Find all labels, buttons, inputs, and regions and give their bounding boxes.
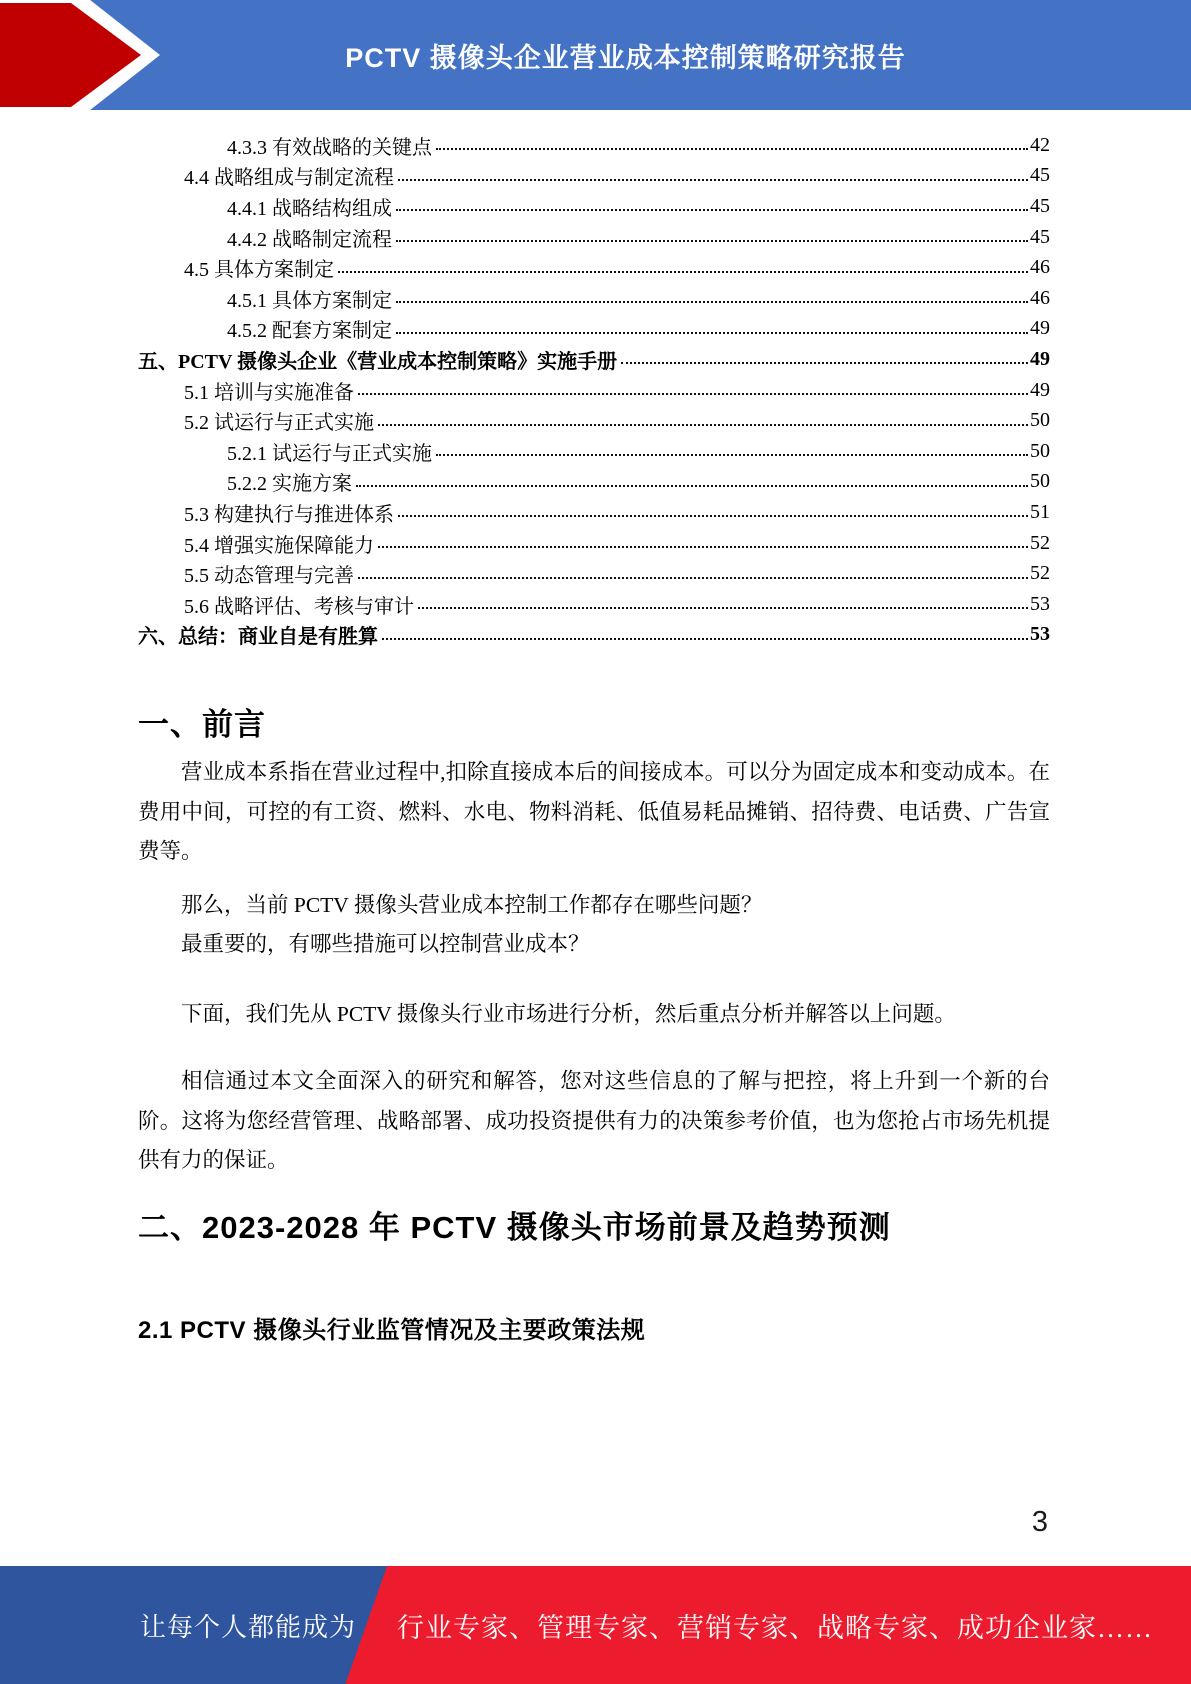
toc-entry[interactable] — [138, 528, 1050, 559]
toc-leader-dots — [396, 301, 1028, 303]
toc-leader-dots — [378, 546, 1028, 548]
toc-entry-label: 4.4.1 战略结构组成 — [227, 197, 392, 220]
question-line-2: 最重要的，有哪些措施可以控制营业成本？ — [181, 932, 590, 957]
paragraph-analysis-intro: 下面，我们先从 PCTV 摄像头行业市场进行分析，然后重点分析并解答以上问题。 — [181, 1001, 956, 1026]
toc-entry-label: 4.5.2 配套方案制定 — [227, 320, 392, 343]
toc-entry[interactable] — [138, 191, 1050, 222]
toc-entry-page: 46 — [1030, 256, 1050, 279]
toc-entry[interactable] — [138, 620, 1050, 651]
footer-slogan-right: 行业专家、管理专家、营销专家、战略专家、成功企业家…… — [397, 1612, 1153, 1643]
toc-entry[interactable] — [138, 130, 1050, 161]
toc-entry-page: 45 — [1030, 194, 1050, 217]
page-content — [138, 110, 1050, 1349]
toc-entry-page: 53 — [1030, 623, 1050, 646]
paragraph-value-statement: 相信通过本文全面深入的研究和解答，您对这些信息的了解与把控，将上升到一个新的台阶。这将为您经营管理、战略部署、成功投资提供有力的决策参考价值，也为您抢占市场先机提供有力的保证。 — [138, 1069, 1050, 1173]
heading-market-forecast: 二、2023-2028 年 PCTV 摄像头市场前景及趋势预测 — [138, 1209, 891, 1245]
toc-entry[interactable] — [138, 252, 1050, 283]
toc-entry-label: 5.2.1 试运行与正式实施 — [227, 442, 432, 465]
toc-entry-page: 45 — [1030, 164, 1050, 187]
toc-leader-dots — [382, 638, 1028, 640]
toc-entry-page: 50 — [1030, 439, 1050, 462]
toc-entry-label: 4.3.3 有效战略的关键点 — [227, 136, 432, 159]
toc-leader-dots — [398, 515, 1028, 517]
toc-entry-label: 5.2 试运行与正式实施 — [184, 412, 374, 435]
toc-leader-dots — [338, 271, 1028, 273]
report-title: PCTV 摄像头企业营业成本控制策略研究报告 — [345, 42, 906, 73]
question-line-1: 那么，当前 PCTV 摄像头营业成本控制工作都存在哪些问题？ — [181, 892, 763, 917]
heading-regulation: 2.1 PCTV 摄像头行业监管情况及主要政策法规 — [138, 1316, 646, 1344]
toc-leader-dots — [358, 577, 1028, 579]
toc-entry-page: 53 — [1030, 592, 1050, 615]
toc-entry[interactable] — [138, 405, 1050, 436]
toc-entry-label: 5.3 构建执行与推进体系 — [184, 503, 394, 526]
toc-entry-page: 50 — [1030, 409, 1050, 432]
toc-entry-label: 4.4.2 战略制定流程 — [227, 228, 392, 251]
heading-intro: 一、前言 — [138, 707, 266, 743]
footer-slogan-left: 让每个人都能成为 — [140, 1612, 357, 1642]
toc-entry-page: 52 — [1030, 562, 1050, 585]
toc-leader-dots — [436, 454, 1028, 456]
table-of-contents — [138, 130, 1050, 650]
toc-entry[interactable] — [138, 161, 1050, 192]
toc-entry[interactable] — [138, 283, 1050, 314]
toc-leader-dots — [436, 148, 1028, 150]
toc-entry-page: 49 — [1030, 347, 1050, 370]
toc-entry-page: 45 — [1030, 225, 1050, 248]
toc-entry[interactable] — [138, 375, 1050, 406]
toc-leader-dots — [398, 179, 1028, 181]
toc-leader-dots — [358, 393, 1028, 395]
toc-leader-dots — [396, 209, 1028, 211]
toc-entry-page: 49 — [1030, 378, 1050, 401]
header-banner — [0, 0, 1191, 110]
toc-entry[interactable] — [138, 558, 1050, 589]
toc-entry-page: 52 — [1030, 531, 1050, 554]
toc-entry[interactable] — [138, 344, 1050, 375]
toc-entry[interactable] — [138, 467, 1050, 498]
toc-entry[interactable] — [138, 436, 1050, 467]
toc-entry[interactable] — [138, 314, 1050, 345]
toc-entry-page: 51 — [1030, 500, 1050, 523]
paragraph-cost-definition: 营业成本系指在营业过程中,扣除直接成本后的间接成本。可以分为固定成本和变动成本。在费用中间，可控的有工资、燃料、水电、物料消耗、低值易耗品摊销、招待费、电话费、广告宣费等。 — [138, 760, 1050, 864]
toc-leader-dots — [396, 240, 1028, 242]
toc-entry-label: 5.5 动态管理与完善 — [184, 565, 354, 588]
toc-entry-label: 4.5 具体方案制定 — [184, 259, 334, 282]
footer-banner — [0, 1566, 1191, 1684]
toc-entry-page: 50 — [1030, 470, 1050, 493]
toc-entry-page: 42 — [1030, 133, 1050, 156]
toc-entry-label: 5.1 培训与实施准备 — [184, 381, 354, 404]
toc-entry[interactable] — [138, 497, 1050, 528]
toc-entry[interactable] — [138, 222, 1050, 253]
toc-entry-page: 46 — [1030, 286, 1050, 309]
toc-entry-label: 5.4 增强实施保障能力 — [184, 534, 374, 557]
toc-entry-label: 5.2.2 实施方案 — [227, 473, 352, 496]
page-number: 3 — [1031, 1506, 1049, 1538]
question-block — [138, 886, 1050, 965]
toc-entry-label: 五、PCTV 摄像头企业《营业成本控制策略》实施手册 — [138, 350, 618, 373]
toc-entry-label: 5.6 战略评估、考核与审计 — [184, 595, 414, 618]
toc-entry[interactable] — [138, 589, 1050, 620]
toc-entry-page: 49 — [1030, 317, 1050, 340]
toc-leader-dots — [378, 424, 1028, 426]
toc-leader-dots — [396, 332, 1028, 334]
toc-leader-dots — [356, 485, 1028, 487]
toc-entry-label: 4.4 战略组成与制定流程 — [184, 167, 394, 190]
toc-entry-label: 4.5.1 具体方案制定 — [227, 289, 392, 312]
toc-leader-dots — [418, 607, 1028, 609]
toc-entry-label: 六、总结：商业自是有胜算 — [138, 626, 378, 649]
toc-leader-dots — [621, 362, 1028, 364]
